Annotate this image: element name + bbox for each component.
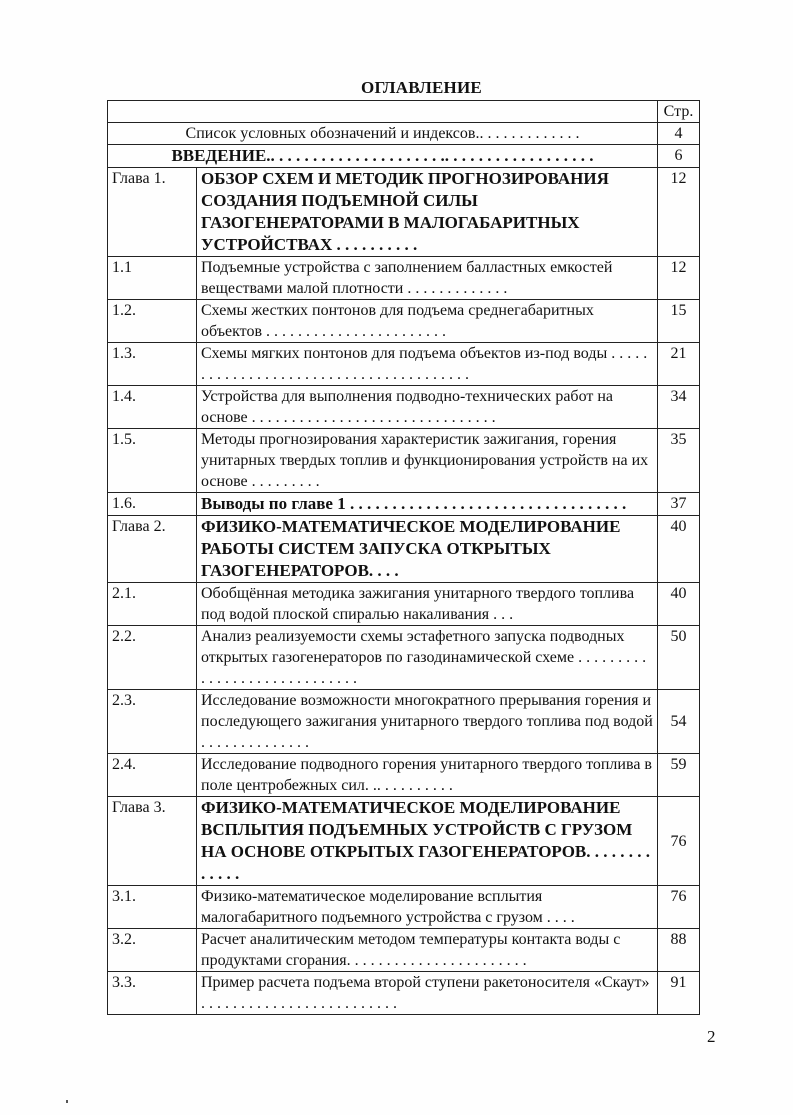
toc-title: Расчет аналитическим методом температуры контакта воды с продуктами сгорания. . . . . . . . . . . . . . . . . . . . . . . bbox=[197, 929, 658, 972]
toc-number: Глава 2. bbox=[108, 516, 197, 583]
toc-title: Схемы мягких понтонов для подъема объектов из-под воды . . . . . . . . . . . . . . . . . . . . . . . . . . . . . . . . . . . . . . . bbox=[197, 343, 658, 386]
table-row bbox=[108, 300, 700, 343]
toc-number: 3.1. bbox=[108, 886, 197, 929]
toc-page: 59 bbox=[658, 754, 700, 797]
toc-page: 54 bbox=[658, 690, 700, 754]
table-row bbox=[108, 168, 700, 257]
toc-table bbox=[107, 100, 700, 1015]
toc-page: 91 bbox=[658, 972, 700, 1015]
table-header-row bbox=[108, 101, 700, 123]
toc-number: 1.6. bbox=[108, 493, 197, 516]
table-row bbox=[108, 797, 700, 886]
table-row bbox=[108, 257, 700, 300]
toc-title: Исследование подводного горения унитарного твердого топлива в поле центробежных сил. .. . . . . . . . . . bbox=[197, 754, 658, 797]
scan-speck bbox=[66, 1100, 68, 1103]
toc-page: 12 bbox=[658, 168, 700, 257]
toc-number: 2.3. bbox=[108, 690, 197, 754]
page-number: 2 bbox=[707, 1027, 716, 1046]
toc-title: Методы прогнозирования характеристик зажигания, горения унитарных твердых топлив и функционирования устройств на их основе . . . . . . . . . bbox=[197, 429, 658, 493]
toc-title: ВВЕДЕНИЕ.. . . . . . . . . . . . . . . . . . . . .. . . . . . . . . . . . . . . . . . bbox=[108, 145, 658, 168]
table-row bbox=[108, 886, 700, 929]
toc-title: Схемы жестких понтонов для подъема среднегабаритных объектов . . . . . . . . . . . . . . . . . . . . . . . bbox=[197, 300, 658, 343]
table-row bbox=[108, 429, 700, 493]
toc-number: 1.1 bbox=[108, 257, 197, 300]
toc-number: 3.2. bbox=[108, 929, 197, 972]
toc-number: 2.2. bbox=[108, 626, 197, 690]
toc-number: 1.5. bbox=[108, 429, 197, 493]
toc-title: Пример расчета подъема второй ступени ракетоносителя «Скаут» . . . . . . . . . . . . . . . . . . . . . . . . . bbox=[197, 972, 658, 1015]
toc-page: 40 bbox=[658, 583, 700, 626]
page-column-header: Стр. bbox=[658, 101, 700, 123]
toc-title: Обобщённая методика зажигания унитарного твердого топлива под водой плоской спиралью накаливания . . . bbox=[197, 583, 658, 626]
table-row bbox=[108, 929, 700, 972]
toc-number: 2.4. bbox=[108, 754, 197, 797]
toc-page: 15 bbox=[658, 300, 700, 343]
toc-page: 12 bbox=[658, 257, 700, 300]
toc-title: Исследование возможности многократного прерывания горения и последующего зажигания унитарного твердого топлива под водой . . . . . . . . . . . . . . bbox=[197, 690, 658, 754]
toc-title: ФИЗИКО-МАТЕМАТИЧЕСКОЕ МОДЕЛИРОВАНИЕ РАБОТЫ СИСТЕМ ЗАПУСКА ОТКРЫТЫХ ГАЗОГЕНЕРАТОРОВ. . . . bbox=[197, 516, 658, 583]
toc-title: Физико-математическое моделирование всплытия малогабаритного подъемного устройства с грузом . . . . bbox=[197, 886, 658, 929]
table-row bbox=[108, 343, 700, 386]
table-row bbox=[108, 626, 700, 690]
toc-page: 37 bbox=[658, 493, 700, 516]
toc-title: Анализ реализуемости схемы эстафетного запуска подводных открытых газогенераторов по газодинамической схеме . . . . . . . . . . . . . . . . . . . . . . . . . . . . . bbox=[197, 626, 658, 690]
toc-page: 6 bbox=[658, 145, 700, 168]
toc-number: 1.2. bbox=[108, 300, 197, 343]
toc-number: Глава 1. bbox=[108, 168, 197, 257]
toc-page: 76 bbox=[658, 886, 700, 929]
table-row bbox=[108, 516, 700, 583]
toc-title: ФИЗИКО-МАТЕМАТИЧЕСКОЕ МОДЕЛИРОВАНИЕ ВСПЛЫТИЯ ПОДЪЕМНЫХ УСТРОЙСТВ С ГРУЗОМ НА ОСНОВЕ ОТКРЫТЫХ ГАЗОГЕНЕРАТОРОВ. . . . . . . . . . . . . bbox=[197, 797, 658, 886]
table-row bbox=[108, 123, 700, 145]
table-row bbox=[108, 145, 700, 168]
toc-page: 40 bbox=[658, 516, 700, 583]
table-row bbox=[108, 972, 700, 1015]
toc-page: 34 bbox=[658, 386, 700, 429]
toc-page: 35 bbox=[658, 429, 700, 493]
toc-page: 50 bbox=[658, 626, 700, 690]
toc-page: 88 bbox=[658, 929, 700, 972]
toc-number: 1.4. bbox=[108, 386, 197, 429]
table-row bbox=[108, 386, 700, 429]
page-title: ОГЛАВЛЕНИЕ bbox=[361, 78, 482, 97]
table-row bbox=[108, 690, 700, 754]
toc-page: 76 bbox=[658, 797, 700, 886]
toc-page: 21 bbox=[658, 343, 700, 386]
toc-title: Выводы по главе 1 . . . . . . . . . . . . . . . . . . . . . . . . . . . . . . . . . bbox=[197, 493, 658, 516]
toc-number: 2.1. bbox=[108, 583, 197, 626]
table-row bbox=[108, 493, 700, 516]
toc-title: Подъемные устройства с заполнением балластных емкостей веществами малой плотности . . . . . . . . . . . . . bbox=[197, 257, 658, 300]
toc-page: 4 bbox=[658, 123, 700, 145]
toc-number: 3.3. bbox=[108, 972, 197, 1015]
toc-title: ОБЗОР СХЕМ И МЕТОДИК ПРОГНОЗИРОВАНИЯ СОЗДАНИЯ ПОДЪЕМНОЙ СИЛЫ ГАЗОГЕНЕРАТОРАМИ В МАЛОГАБАРИТНЫХ УСТРОЙСТВАХ . . . . . . . . . . bbox=[197, 168, 658, 257]
toc-number: Глава 3. bbox=[108, 797, 197, 886]
toc-number: 1.3. bbox=[108, 343, 197, 386]
toc-title: Устройства для выполнения подводно-технических работ на основе . . . . . . . . . . . . . . . . . . . . . . . . . . . . . . . bbox=[197, 386, 658, 429]
table-row bbox=[108, 583, 700, 626]
table-row bbox=[108, 754, 700, 797]
toc-title: Список условных обозначений и индексов.. . . . . . . . . . . . . bbox=[108, 123, 658, 145]
